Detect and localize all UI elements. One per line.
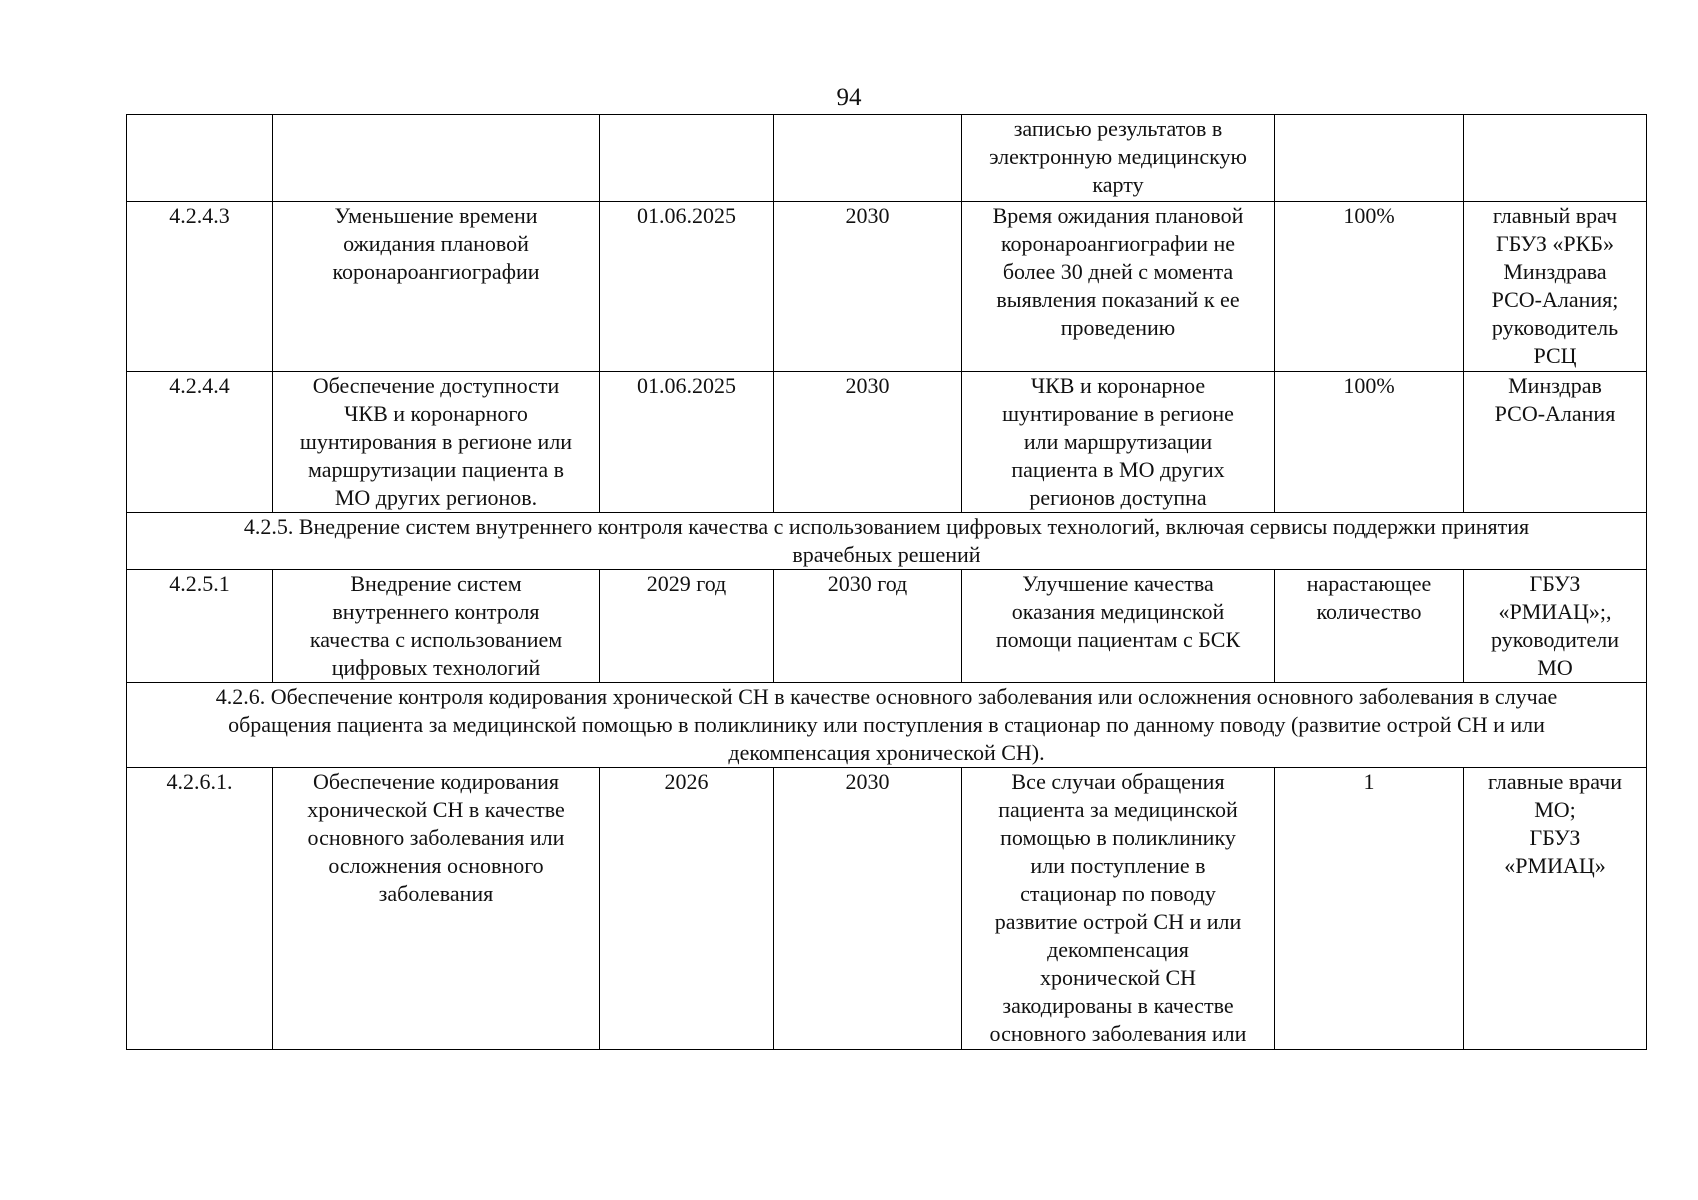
result-cell [962,570,1275,683]
item-number-cell [127,570,273,683]
indicator-cell [1275,115,1464,202]
table-row [127,768,1647,1050]
cell-text-line: Минздрав [1508,373,1602,398]
cell-text-line: шунтирования в регионе или [299,429,573,454]
cell-text-line: 01.06.2025 [637,203,736,228]
cell-text-line: карту [1092,172,1144,197]
cell-text-line: 01.06.2025 [637,373,736,398]
cell-text-line: качества с использованием [309,627,563,652]
section-title-line: врачебных решений [792,542,981,567]
cell-text-line: основного заболевания или [307,825,565,850]
cell-text-line: 100% [1343,203,1395,228]
cell-text-line: 4.2.6.1. [166,769,233,794]
page-number: 94 [836,84,862,111]
result-cell [962,372,1275,513]
cell-text-line: Внедрение систем [350,571,522,596]
cell-text-line: 2029 год [646,571,727,596]
end-date-cell [774,115,962,202]
cell-text-line: помощью в поликлинику [1000,825,1236,850]
action-plan-table [126,114,1647,1050]
cell-text-line: записью результатов в [1013,116,1223,141]
cell-text-line: развитие острой СН и или [994,909,1242,934]
cell-text-line: 2030 год [827,571,908,596]
cell-text-line: цифровых технологий [331,655,541,680]
cell-text-line: ожидания плановой [343,231,529,256]
end-date-cell [774,768,962,1050]
cell-text-line: Минздрава [1503,259,1607,284]
section-title-line: 4.2.6. Обеспечение контроля кодирования хронической СН в качестве основного заболевания или осложнения основного заболевания в случае [215,684,1558,709]
result-cell [962,768,1275,1050]
end-date-cell [774,372,962,513]
cell-text-line: МО других регионов. [334,485,538,510]
cell-text-line: пациента за медицинской [998,797,1238,822]
cell-text-line: регионов доступна [1029,485,1207,510]
result-cell [962,115,1275,202]
cell-text-line: маршрутизации пациента в [307,457,564,482]
responsible-cell [1464,570,1647,683]
cell-text-line: 1 [1363,769,1375,794]
responsible-cell [1464,202,1647,372]
cell-text-line: ГБУЗ «РКБ» [1496,231,1614,256]
start-date-cell [600,768,774,1050]
cell-text-line: хронической СН [1039,965,1197,990]
cell-text-line: Уменьшение времени [334,203,538,228]
cell-text-line: МО; [1534,797,1576,822]
cell-text-line: помощи пациентам с БСК [995,627,1241,652]
cell-text-line: 4.2.4.4 [169,373,230,398]
cell-text-line: 2030 [845,769,890,794]
section-title-cell [127,513,1647,570]
cell-text-line: электронную медицинскую [989,144,1247,169]
cell-text-line: Обеспечение доступности [312,373,560,398]
item-number-cell [127,202,273,372]
cell-text-line: «РМИАЦ»;, [1498,599,1612,624]
table-row [127,570,1647,683]
cell-text-line: основного заболевания или [989,1021,1247,1046]
cell-text-line: РСО-Алания; [1491,287,1619,312]
cell-text-line: Улучшение качества [1022,571,1214,596]
indicator-cell [1275,768,1464,1050]
activity-cell [273,115,600,202]
item-number-cell [127,768,273,1050]
cell-text-line: РСО-Алания [1494,401,1616,426]
table-row [127,202,1647,372]
table-body [127,115,1647,1050]
cell-text-line: 2026 [664,769,709,794]
activity-cell [273,372,600,513]
cell-text-line: «РМИАЦ» [1504,853,1606,878]
cell-text-line: хронической СН в качестве [307,797,565,822]
section-title-line: декомпенсация хронической СН). [728,740,1045,765]
section-title-line: 4.2.5. Внедрение систем внутреннего контроля качества с использованием цифровых технологий, включая сервисы поддержки принятия [243,514,1530,539]
item-number-cell [127,115,273,202]
section-header-row [127,513,1647,570]
cell-text-line: осложнения основного [328,853,544,878]
cell-text-line: ГБУЗ [1529,571,1581,596]
table-row [127,372,1647,513]
cell-text-line: или поступление в [1030,853,1206,878]
section-title-line: обращения пациента за медицинской помощью в поликлинику или поступления в стационар по данному поводу (развитие острой СН и или [228,712,1545,737]
section-title-cell [127,683,1647,768]
cell-text-line: ЧКВ и коронарное [1030,373,1206,398]
cell-text-line: Обеспечение кодирования [313,769,559,794]
cell-text-line: декомпенсация [1047,937,1189,962]
indicator-cell [1275,202,1464,372]
cell-text-line: главный врач [1492,203,1618,228]
cell-text-line: Время ожидания плановой [992,203,1244,228]
item-number-cell [127,372,273,513]
responsible-cell [1464,768,1647,1050]
end-date-cell [774,570,962,683]
cell-text-line: 100% [1343,373,1395,398]
responsible-cell [1464,115,1647,202]
cell-text-line: Все случаи обращения [1011,769,1225,794]
cell-text-line: более 30 дней с момента [1002,259,1234,284]
cell-text-line: 2030 [845,203,890,228]
cell-text-line: руководитель [1491,315,1619,340]
responsible-cell [1464,372,1647,513]
start-date-cell [600,570,774,683]
cell-text-line: или маршрутизации [1023,429,1213,454]
cell-text-line: ГБУЗ [1529,825,1581,850]
cell-text-line: 4.2.5.1 [169,571,230,596]
cell-text-line: внутреннего контроля [332,599,540,624]
indicator-cell [1275,570,1464,683]
cell-text-line: стационар по поводу [1020,881,1216,906]
start-date-cell [600,372,774,513]
cell-text-line: РСЦ [1533,343,1577,368]
cell-text-line: оказания медицинской [1011,599,1225,624]
cell-text-line: коронароангиографии [332,259,540,284]
result-cell [962,202,1275,372]
activity-cell [273,570,600,683]
indicator-cell [1275,372,1464,513]
cell-text-line: нарастающее [1306,571,1432,596]
activity-cell [273,202,600,372]
cell-text-line: 4.2.4.3 [169,203,230,228]
cell-text-line: шунтирование в регионе [1002,401,1234,426]
activity-cell [273,768,600,1050]
cell-text-line: МО [1537,655,1573,680]
cell-text-line: проведению [1060,315,1176,340]
cell-text-line: ЧКВ и коронарного [344,401,528,426]
start-date-cell [600,115,774,202]
start-date-cell [600,202,774,372]
cell-text-line: закодированы в качестве [1002,993,1234,1018]
cell-text-line: 2030 [845,373,890,398]
end-date-cell [774,202,962,372]
cell-text-line: руководители [1491,627,1619,652]
cell-text-line: главные врачи [1488,769,1622,794]
section-header-row [127,683,1647,768]
cell-text-line: заболевания [378,881,494,906]
cell-text-line: пациента в МО других [1011,457,1225,482]
cell-text-line: коронароангиографии не [1000,231,1236,256]
cell-text-line: выявления показаний к ее [996,287,1240,312]
cell-text-line: количество [1316,599,1422,624]
table-row [127,115,1647,202]
